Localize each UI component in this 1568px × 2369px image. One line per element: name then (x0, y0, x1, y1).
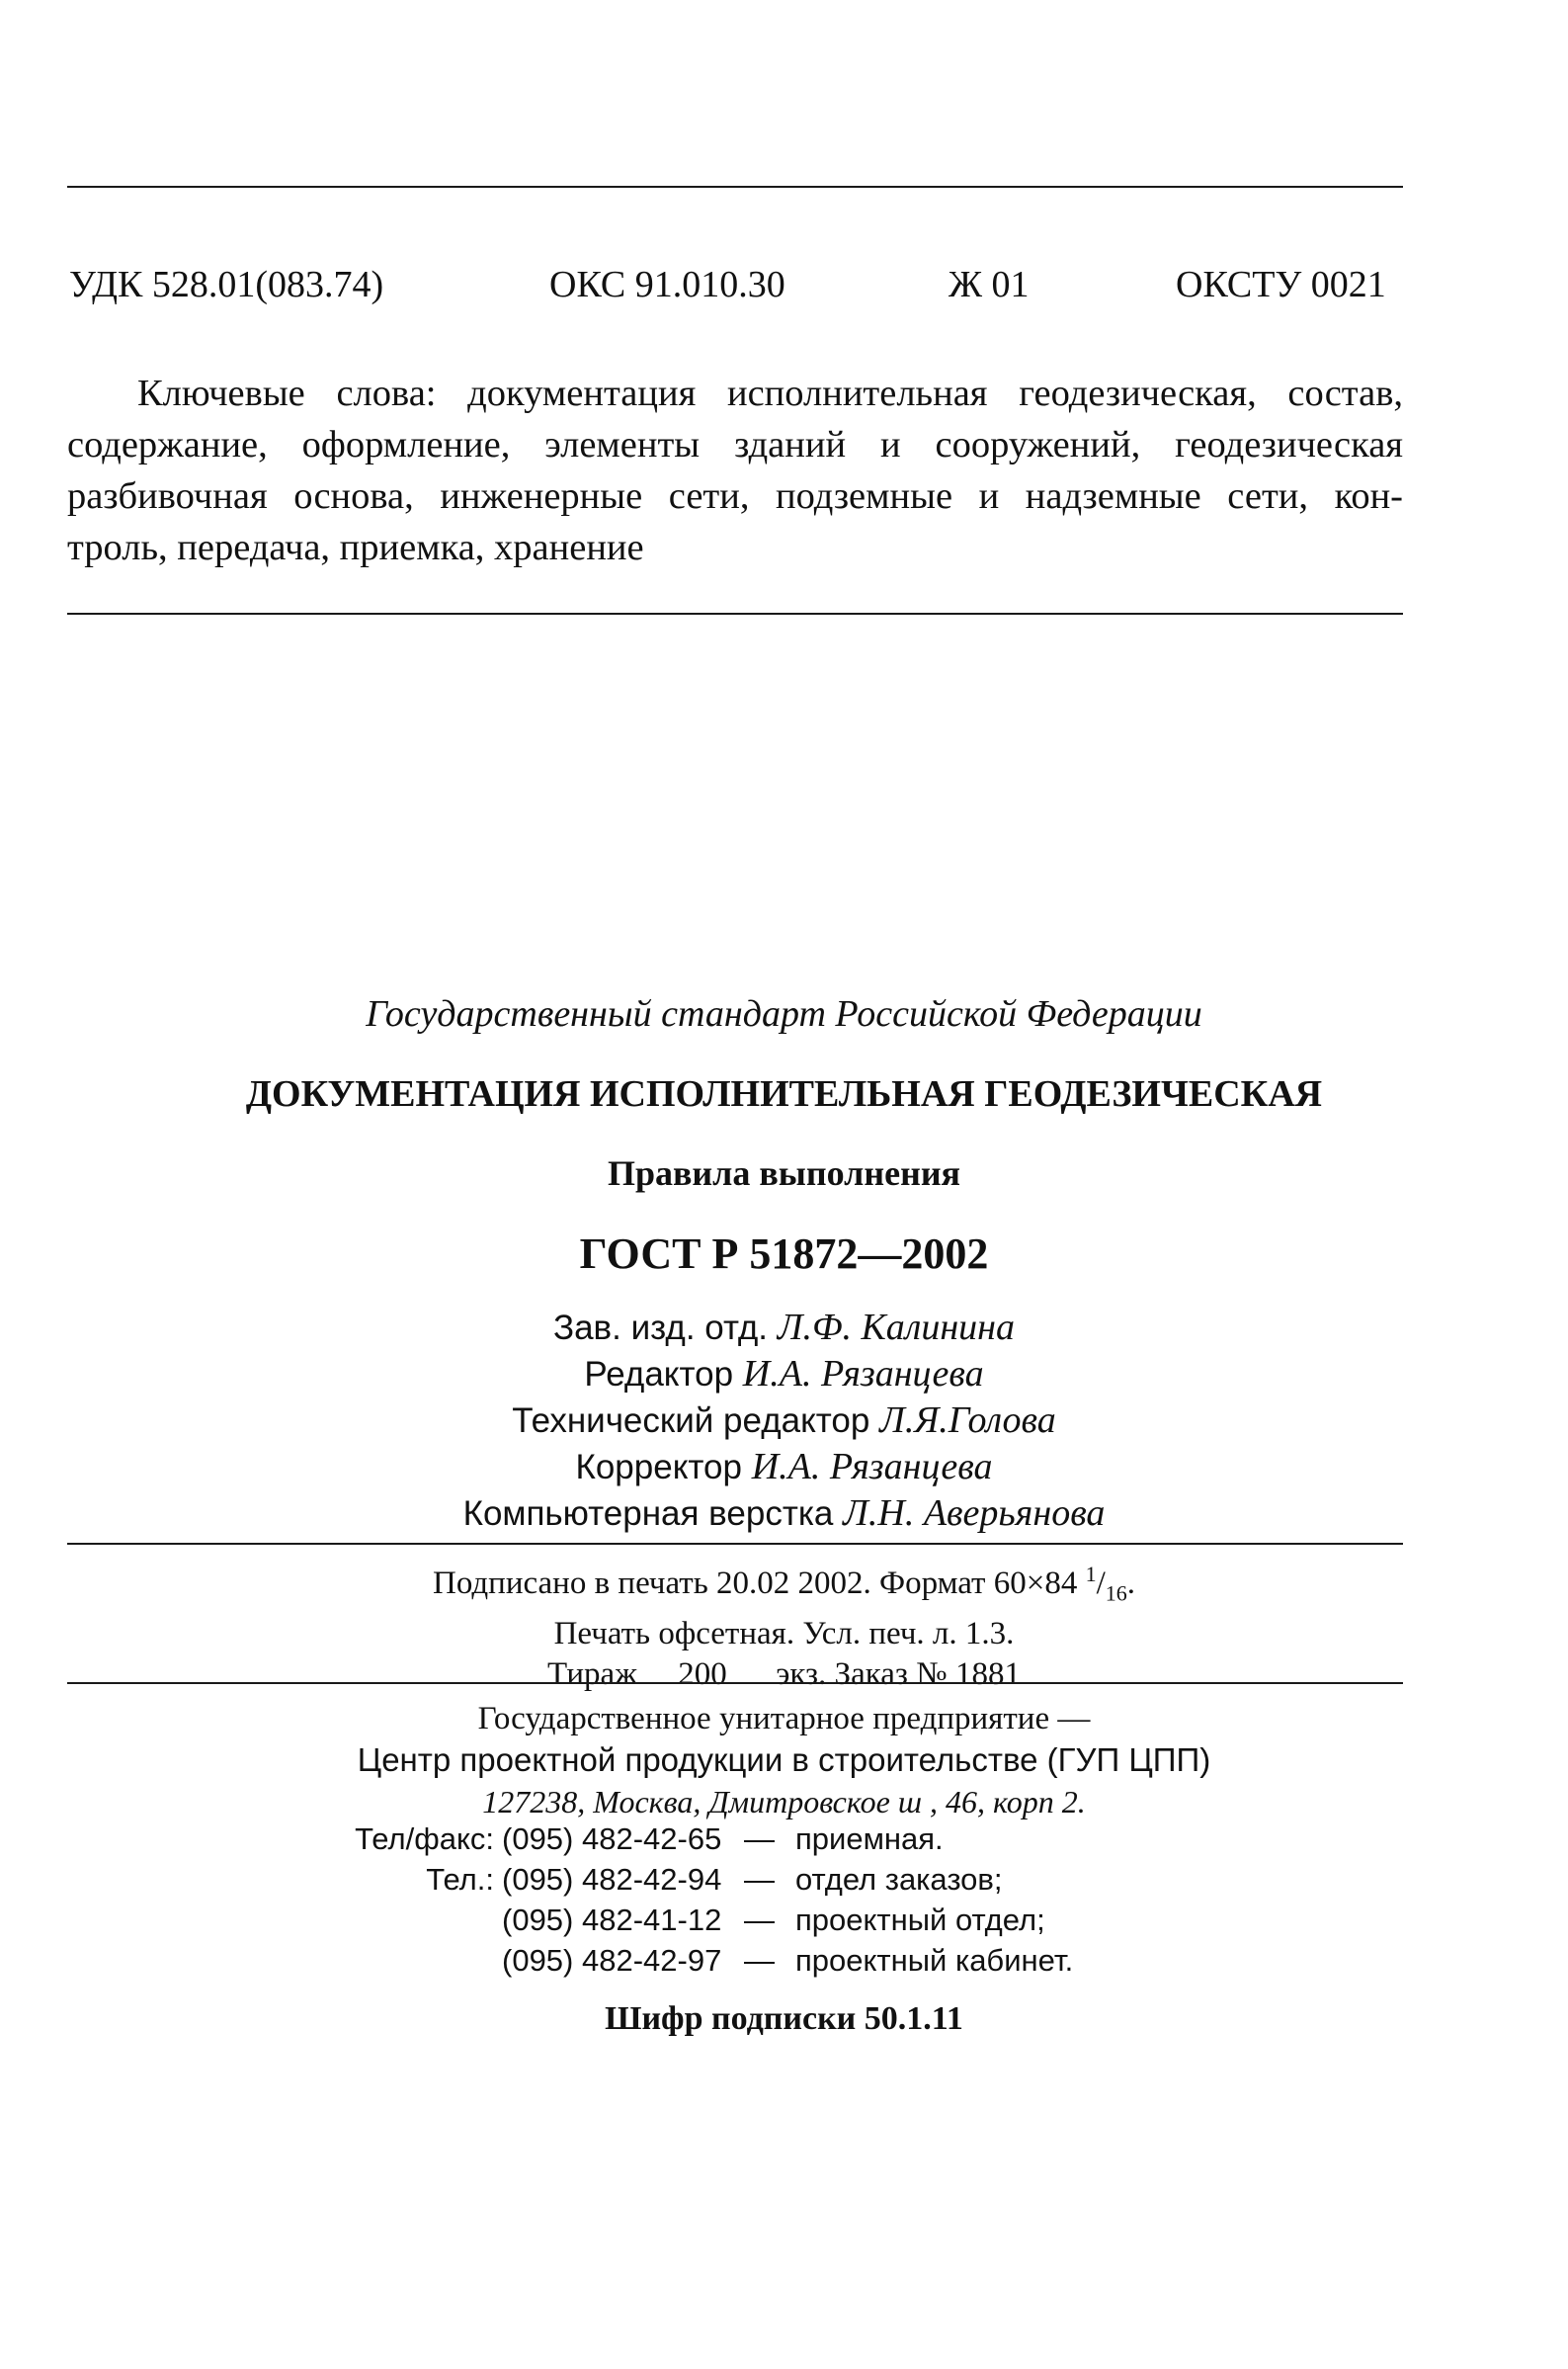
gost-code: ГОСТ Р 51872—2002 (579, 1229, 989, 1278)
phones-block (314, 1819, 1073, 1981)
keywords-line: содержание, оформление, элементы зданий и сооружений, геодезическая (67, 424, 1403, 465)
credit-line: Корректор И.А. Рязанцева (575, 1446, 993, 1487)
keywords-line: разбивочная основа, инженерные сети, подземные и надземные сети, кон- (67, 475, 1403, 517)
oks-code: ОКС 91.010.30 (549, 264, 785, 305)
subscription-cipher: Шифр подписки 50.1.11 (605, 2000, 963, 2037)
credits-block (0, 1305, 1568, 1537)
print-line: Печать офсетная. Усл. печ. л. 1.3. (553, 1615, 1015, 1651)
publication-block (0, 1554, 1568, 1695)
phone-row: (095) 482-41-12 — проектный отдел; (502, 1903, 1045, 1937)
credit-line: Технический редактор Л.Я.Голова (512, 1399, 1056, 1441)
keywords-line: троль, передача, приемка, хранение (67, 527, 644, 568)
signed-line: Подписано в печать 20.02 2002. Формат 60×84 $^1/_{16}$. (432, 1562, 1135, 1606)
standard-subtitle: Государственный стандарт Российской Федерации (366, 993, 1202, 1035)
phone-row: Тел/факс: (095) 482-42-65 — приемная. (355, 1821, 944, 1856)
standard-rules-name: Правила выполнения (607, 1153, 961, 1193)
keywords-line: Ключевые слова: документация исполнительная геодезическая, состав, (137, 373, 1403, 414)
credit-line: Компьютерная верстка Л.Н. Аверьянова (462, 1492, 1106, 1534)
organization-block (0, 1698, 1568, 1823)
keywords-paragraph (67, 368, 1403, 573)
standard-title: ДОКУМЕНТАЦИЯ ИСПОЛНИТЕЛЬНАЯ ГЕОДЕЗИЧЕСКАЯ (245, 1073, 1323, 1115)
org-address: 127238, Москва, Дмитровское ш , 46, корп 2. (482, 1784, 1086, 1819)
phone-row: (095) 482-42-97 — проектный кабинет. (502, 1943, 1074, 1978)
run-line: Тираж 200 экз. Заказ № 1881 (547, 1655, 1021, 1692)
publication-divider (67, 1682, 1403, 1684)
udk-code: УДК 528.01(083.74) (69, 264, 384, 305)
credit-line: Зав. изд. отд. Л.Ф. Калинина (552, 1307, 1016, 1348)
okstu-code: ОКСТУ 0021 (1176, 264, 1386, 305)
top-divider (67, 186, 1403, 188)
keywords-divider (67, 613, 1403, 615)
org-line: Государственное унитарное предприятие — (477, 1701, 1091, 1736)
zh-code: Ж 01 (949, 264, 1030, 305)
org-line: Центр проектной продукции в строительстве (ГУП ЦПП) (357, 1741, 1211, 1778)
phone-row: Тел.: (095) 482-42-94 — отдел заказов; (426, 1862, 1003, 1897)
credit-line: Редактор И.А. Рязанцева (584, 1353, 984, 1395)
credits-divider (67, 1543, 1403, 1545)
